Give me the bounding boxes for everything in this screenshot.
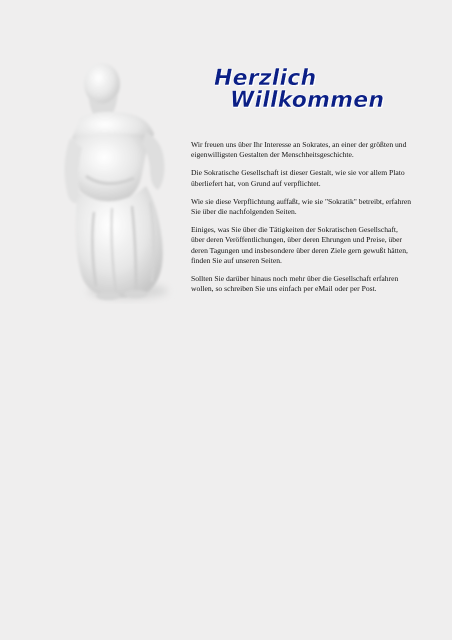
paragraph-intro: Wir freuen uns über Ihr Interesse an Sokrates, an einer der größten und eigenwilligsten Gestalten der Menschheitsgeschichte. [191,140,407,160]
intro-text [191,140,413,302]
paragraph-contact: Sollten Sie darüber hinaus noch mehr über die Gesellschaft erfahren wollen, so schreiben Sie uns einfach per eMail oder per Post. [191,274,399,294]
page-title [214,68,384,112]
title-line-1: Herzlich [214,66,317,91]
socrates-statue-image [50,56,200,306]
paragraph-sokratik: Wie sie diese Verpflichtung auffaßt, wie sie "Sokratik" betreibt, erfahren Sie über die nachfolgenden Seiten. [191,196,412,217]
paragraph-commitment: Die Sokratische Gesellschaft ist dieser Gestalt, wie sie vor allem Plato überliefert hat, von Grund auf verpflichtet. [191,168,405,188]
title-line-2: Willkommen [230,88,385,113]
paragraph-activities: Einiges, was Sie über die Tätigkeiten der Sokratischen Gesellschaft, über deren Veröffentlichungen, über deren Ehrungen und Preise, über deren Tagungen und insbesondere über deren Ziele gern gewußt hätten, finden Sie auf unseren Seiten. [191,225,408,265]
